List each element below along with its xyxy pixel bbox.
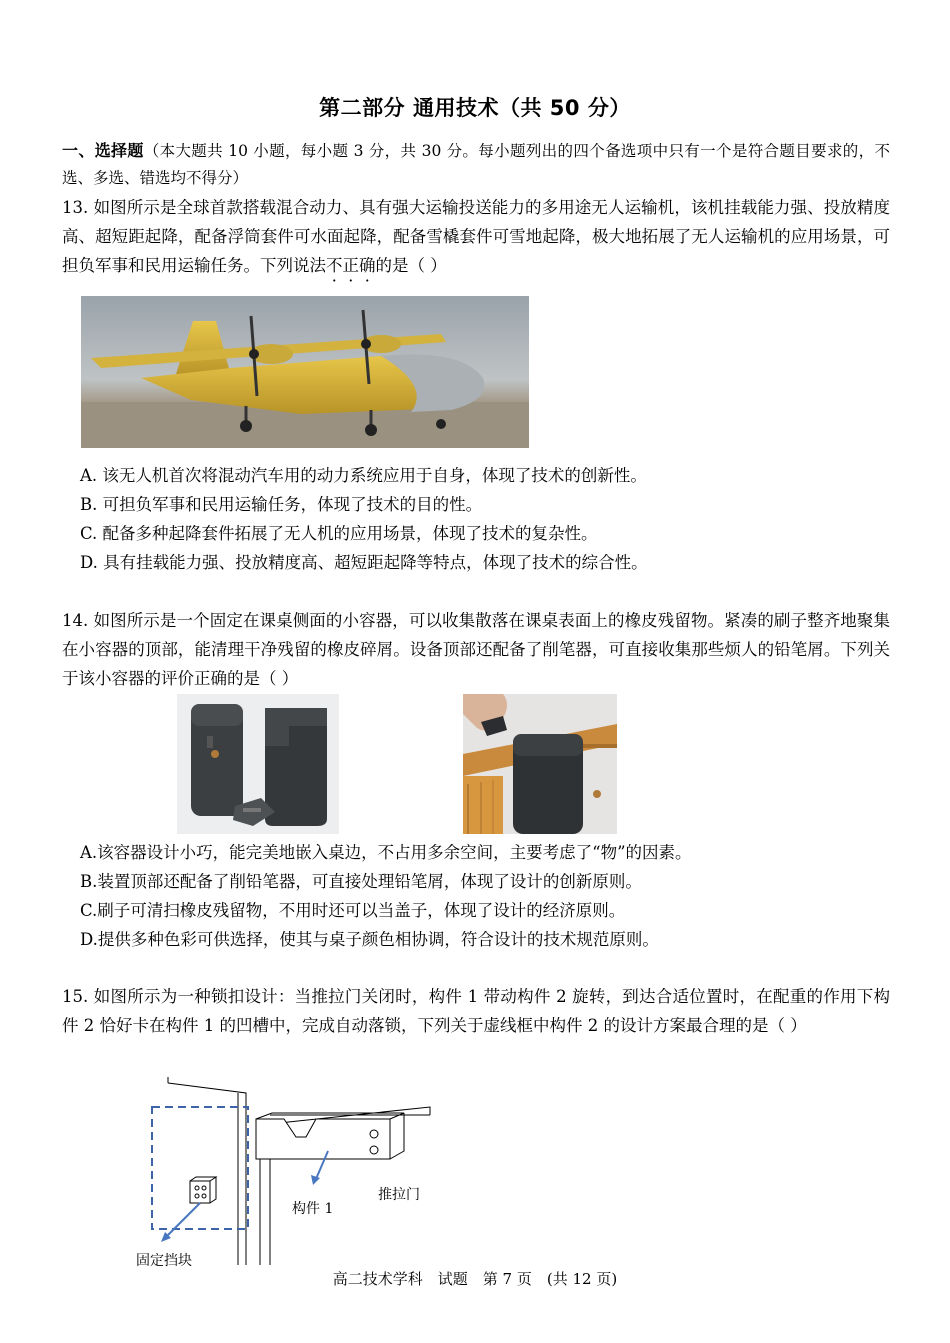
label-part1: 构件 1 xyxy=(292,1201,334,1217)
q14-option-b[interactable]: B.装置顶部还配备了削铅笔器，可直接处理铅笔屑，体现了设计的创新原则。 xyxy=(80,872,642,891)
q14-option-a[interactable]: A.该容器设计小巧，能完美地嵌入桌边，不占用多余空间，主要考虑了“物”的因素。 xyxy=(80,843,692,862)
q13-option-a[interactable]: A. 该无人机首次将混动汽车用的动力系统应用于自身，体现了技术的创新性。 xyxy=(80,466,647,485)
question-13-stem xyxy=(62,193,890,280)
q13-stem-end: 的是（ ） xyxy=(375,256,447,275)
q13-option-c[interactable]: C. 配备多种起降套件拓展了无人机的应用场景，体现了技术的复杂性。 xyxy=(80,524,598,543)
lock-diagram xyxy=(120,1075,440,1270)
q13-emphasis-char: 确 xyxy=(359,256,376,275)
q13-stem-text: 13. 如图所示是全球首款搭载混合动力、具有强大运输投送能力的多用途无人运输机，该机挂载能力强、投放精度高、超短距起降，配备浮筒套件可水面起降，配备雪橇套件可雪地起降，极大地拓展了无人运输机的应用场景，可担负军事和民用运输任务。下列说法 xyxy=(62,198,890,275)
question-15-stem: 15. 如图所示为一种锁扣设计：当推拉门关闭时，构件 1 带动构件 2 旋转，到达合适位置时，在配重的作用下构件 2 恰好卡在构件 1 的凹槽中，完成自动落锁，下列关于虚线框中构件 2 的设计方案最合理的是（ ） xyxy=(62,987,890,1035)
desk-usage-photo xyxy=(463,694,617,834)
question-14-stem: 14. 如图所示是一个固定在课桌侧面的小容器，可以收集散落在课桌表面上的橡皮残留物。紧凑的刷子整齐地聚集在小容器的顶部，能清理干净残留的橡皮碎屑。设备顶部还配备了削笔器，可直接收集那些烦人的铅笔屑。下列关于该小容器的评价正确的是（ ） xyxy=(62,611,890,688)
q14-option-c[interactable]: C.刷子可清扫橡皮残留物，不用时还可以当盖子，体现了设计的经济原则。 xyxy=(80,901,626,920)
q13-emphasis-char: 正 xyxy=(342,256,359,275)
section-note: （本大题共 10 小题，每小题 3 分，共 30 分。每小题列出的四个备选项中只有一个是符合题目要求的，不选、多选、错选均不得分） xyxy=(62,142,890,187)
label-door: 推拉门 xyxy=(378,1187,420,1203)
q13-option-b[interactable]: B. 可担负军事和民用运输任务，体现了技术的目的性。 xyxy=(80,495,483,514)
drone-photo xyxy=(81,296,529,448)
page-title: 第二部分 通用技术（共 50 分） xyxy=(319,96,631,120)
q13-emphasis xyxy=(326,256,376,275)
q13-emphasis-char: 不 xyxy=(326,256,343,275)
section-heading: 一、选择题 xyxy=(62,141,144,160)
q13-option-d[interactable]: D. 具有挂载能力强、投放精度高、超短距起降等特点，体现了技术的综合性。 xyxy=(80,553,648,572)
section-header xyxy=(62,137,890,192)
page-footer: 高二技术学科 试题 第 7 页 (共 12 页) xyxy=(332,1270,618,1288)
container-photo xyxy=(177,694,339,834)
q14-option-d[interactable]: D.提供多种色彩可供选择，使其与桌子颜色相协调，符合设计的技术规范原则。 xyxy=(80,930,659,949)
label-fixed-block: 固定挡块 xyxy=(136,1253,192,1269)
